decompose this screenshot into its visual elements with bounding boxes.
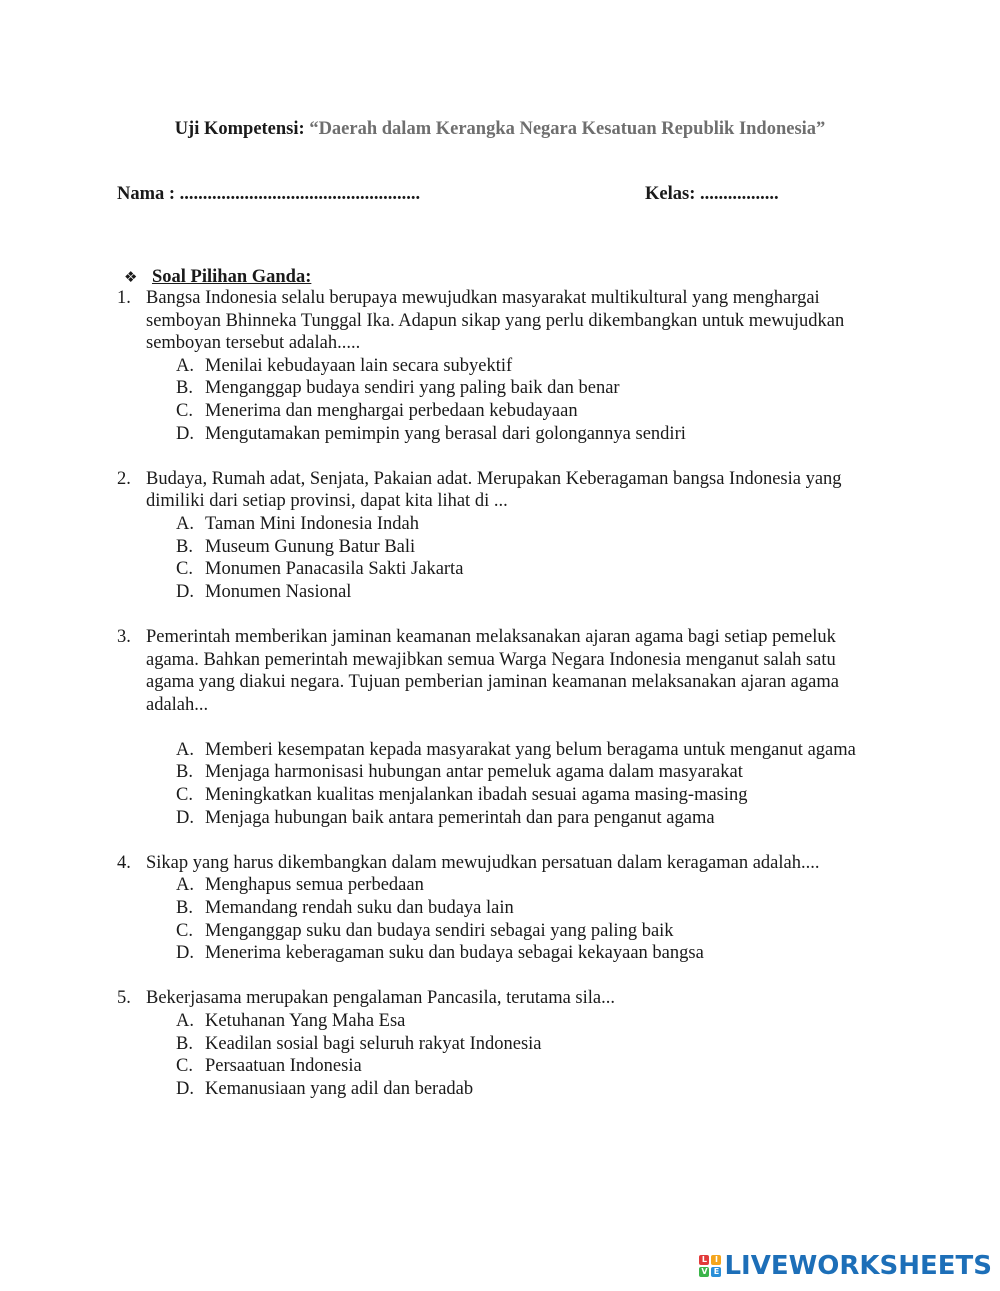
question-text: Pemerintah memberikan jaminan keamanan melaksanakan ajaran agama bagi setiap pemeluk agama. Bahkan pemerintah mewajibkan semua Warga Negara Indonesia menganut salah satu agama yang diakui negara. Tujuan pemberian jaminan keamanan melaksanakan ajaran agama adalah... — [146, 626, 839, 715]
question-text: Sikap yang harus dikembangkan dalam mewujudkan persatuan dalam keragaman adalah.... — [146, 852, 820, 873]
option-text: Menganggap budaya sendiri yang paling baik dan benar — [205, 378, 620, 399]
option-b[interactable] — [146, 1033, 887, 1056]
class-field[interactable]: Kelas: ................. — [645, 184, 779, 204]
option-b[interactable] — [146, 377, 887, 400]
name-field[interactable]: Nama : .................................................... — [117, 184, 421, 204]
liveworksheets-watermark — [699, 1251, 992, 1281]
option-letter: A. — [176, 355, 194, 376]
question-number: 3. — [117, 626, 131, 647]
option-c[interactable] — [146, 784, 887, 807]
option-letter: A. — [176, 1011, 194, 1031]
option-letter: B. — [176, 762, 193, 783]
option-letter: C. — [176, 400, 193, 421]
option-text: Menganggap suku dan budaya sendiri sebagai yang paling baik — [205, 920, 674, 941]
option-c[interactable] — [146, 1055, 887, 1078]
option-text: Menerima dan menghargai perbedaan kebudayaan — [205, 400, 578, 421]
option-d[interactable] — [146, 942, 887, 965]
option-letter: A. — [176, 513, 194, 534]
option-text: Mengutamakan pemimpin yang berasal dari golongannya sendiri — [205, 423, 686, 444]
option-b[interactable] — [146, 536, 887, 559]
logo-tile: I — [711, 1255, 721, 1265]
option-c[interactable] — [146, 400, 887, 423]
option-text: Monumen Nasional — [205, 581, 352, 602]
page-title — [0, 116, 1000, 142]
title-subject: “Daerah dalam Kerangka Negara Kesatuan Republik Indonesia” — [309, 119, 826, 139]
title-prefix: Uji Kompetensi: — [174, 119, 305, 139]
question-5 — [117, 987, 887, 1100]
question-text: Bekerjasama merupakan pengalaman Pancasila, terutama sila... — [146, 988, 615, 1009]
option-text: Taman Mini Indonesia Indah — [205, 513, 419, 534]
option-c[interactable] — [146, 920, 887, 943]
option-text: Memberi kesempatan kepada masyarakat yang belum beragama untuk menganut agama — [205, 739, 856, 760]
option-list — [146, 739, 887, 829]
option-letter: B. — [176, 898, 193, 919]
option-a[interactable] — [146, 739, 887, 762]
option-list — [146, 1010, 887, 1100]
option-d[interactable] — [146, 581, 887, 604]
option-letter: A. — [176, 875, 194, 896]
option-b[interactable] — [146, 897, 887, 920]
option-text: Menjaga hubungan baik antara pemerintah dan para penganut agama — [205, 807, 715, 828]
diamond-bullet-icon: ❖ — [124, 268, 138, 286]
option-text: Museum Gunung Batur Bali — [205, 536, 416, 557]
option-letter: A. — [176, 739, 194, 760]
question-number: 4. — [117, 852, 131, 873]
question-4 — [117, 852, 887, 965]
option-list — [146, 874, 887, 964]
logo-tile: V — [701, 1267, 708, 1276]
option-letter: D. — [176, 581, 194, 602]
option-text: Keadilan sosial bagi seluruh rakyat Indonesia — [205, 1033, 542, 1054]
option-letter: B. — [176, 1033, 193, 1054]
question-1 — [117, 287, 887, 445]
option-text: Meningkatkan kualitas menjalankan ibadah sesuai agama masing-masing — [205, 785, 748, 806]
option-letter: B. — [176, 536, 193, 557]
option-text: Menjaga harmonisasi hubungan antar pemeluk agama dalam masyarakat — [205, 762, 743, 783]
option-letter: C. — [176, 559, 193, 580]
option-text: Menghapus semua perbedaan — [205, 875, 424, 896]
option-d[interactable] — [146, 423, 887, 446]
question-number: 2. — [117, 468, 131, 489]
option-letter: D. — [176, 807, 194, 828]
option-a[interactable] — [146, 1010, 887, 1033]
option-letter: D. — [176, 1078, 194, 1099]
option-text: Monumen Panacasila Sakti Jakarta — [205, 559, 464, 580]
option-a[interactable] — [146, 355, 887, 378]
option-a[interactable] — [146, 513, 887, 536]
option-list — [146, 355, 887, 445]
logo-tile: E — [711, 1267, 721, 1277]
liveworksheets-logo-icon — [699, 1255, 721, 1277]
option-text: Persaatuan Indonesia — [205, 1056, 362, 1077]
watermark-text: LIVEWORKSHEETS — [724, 1251, 992, 1281]
question-3 — [117, 626, 887, 829]
option-text: Memandang rendah suku dan budaya lain — [205, 898, 514, 919]
option-a[interactable] — [146, 874, 887, 897]
option-text: Menilai kebudayaan lain secara subyektif — [205, 355, 513, 376]
option-c[interactable] — [146, 558, 887, 581]
option-letter: C. — [176, 785, 193, 806]
question-text: Bangsa Indonesia selalu berupaya mewujudkan masyarakat multikultural yang menghargai semboyan Bhinneka Tunggal Ika. Adapun sikap yang perlu dikembangkan untuk mewujudkan semboyan tersebut adalah..... — [146, 288, 845, 354]
question-2 — [117, 468, 887, 604]
option-letter: D. — [176, 943, 194, 964]
option-text: Ketuhanan Yang Maha Esa — [205, 1011, 406, 1031]
option-text: Kemanusiaan yang adil dan beradab — [205, 1078, 474, 1099]
question-number: 1. — [117, 288, 131, 308]
option-list — [146, 513, 887, 603]
option-letter: D. — [176, 423, 194, 444]
question-list — [117, 287, 887, 1123]
option-b[interactable] — [146, 761, 887, 784]
question-text: Budaya, Rumah adat, Senjata, Pakaian adat. Merupakan Keberagaman bangsa Indonesia yang dimiliki dari setiap provinsi, dapat kita lihat di ... — [146, 468, 842, 512]
option-text: Menerima keberagaman suku dan budaya sebagai kekayaan bangsa — [205, 943, 704, 964]
question-number: 5. — [117, 988, 131, 1009]
section-label: Soal Pilihan Ganda: — [152, 267, 312, 287]
option-d[interactable] — [146, 807, 887, 830]
option-letter: C. — [176, 920, 193, 941]
option-letter: B. — [176, 378, 193, 399]
option-letter: C. — [176, 1056, 193, 1077]
option-d[interactable] — [146, 1078, 887, 1101]
logo-tile: L — [699, 1255, 709, 1265]
